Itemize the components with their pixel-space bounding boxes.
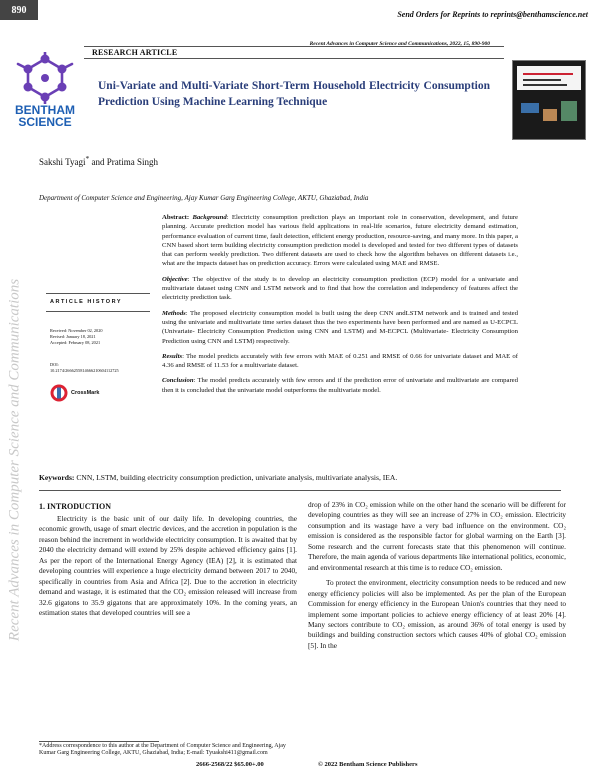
abstract-background: Abstract: Background: Electricity consumption prediction plays an important role in conservation, development, and future planning. Accurate prediction model has various field applications in real-life scenarios, future electricity demand estimation, performance evaluation of current time, fault detection, efficient energy production, resource-saving, and many more. In this paper, a CNN based short term building electricity consumption prediction model is developed and tested for two different types of datasets that can perform weekly prediction. Two different datasets are used to check how the algorithm behaves on different datasets i.e., what are the impacts dataset has on prediction accuracy. Errors were calculated using MAE and RMSE. (162, 214, 518, 268)
intro-paragraph: To protect the environment, electricity consumption needs to be reduced and new energy efficiency policies will also be implemented. As per the plan of the European Commission for energy efficiency in the European Union's countries that they need to implement some important policies to achieve energy efficiency of at least 20% [4]. Many sectors contribute to CO₂ emission, as around 36% of total energy is used by buildings and building construction sectors which causes 40% of global CO₂ emission [5]. In the (308, 578, 566, 650)
crossmark-badge[interactable] (50, 384, 99, 402)
copyright-notice: © 2022 Bentham Science Publishers (318, 761, 418, 768)
page-number: 890 (0, 0, 38, 20)
body-column-left (39, 514, 297, 624)
received-date: Received: November 02, 2020 (50, 328, 103, 333)
keywords: Keywords: CNN, LSTM, building electricity consumption prediction, univariate analysis, multivariate analysis, IEA. (39, 473, 398, 482)
abstract-conclusion: Conclusion: The model predicts accurately with few errors and if the prediction error of univariate and multivariate are compared then it is concluded that the univariate model outperforms the multivariate model. (162, 377, 518, 394)
article-history-heading: ARTICLE HISTORY (50, 299, 123, 305)
crossmark-icon (50, 384, 68, 402)
abstract-objective: Objective: The objective of the study is to develop an electricity consumption prediction (ECP) model for a univariate and multivariate dataset using CNN and LSTM network and to find that how the correlation and independency of features affect the electricity prediction task. (162, 275, 518, 302)
correspondence-footnote: *Address correspondence to this author at the Department of Computer Science and Engineering, Ajay Kumar Garg Engineering College, AKTU, Ghaziabad, India; E-mail: Tyuakshi411@gmail.com (39, 743, 286, 757)
header-rule (84, 46, 504, 47)
reprints-notice: Send Orders for Reprints to reprints@benthamscience.net (397, 10, 588, 19)
journal-watermark: Recent Advances in Computer Science and Communications (6, 278, 23, 642)
introduction-heading: 1. INTRODUCTION (39, 502, 112, 511)
doi-label: DOI: (50, 362, 59, 367)
section-rule (84, 58, 504, 59)
author-list: Sakshi Tyagi* and Pratima Singh (39, 154, 158, 167)
footnote-rule (39, 741, 159, 742)
bentham-molecule-logo (4, 52, 86, 104)
revised-date: Revised: January 18, 2021 (50, 334, 96, 339)
body-column-right (308, 500, 566, 656)
journal-citation: Recent Advances in Computer Science and Communications, 2022, 15, 890-900 (309, 41, 490, 47)
intro-paragraph: drop of 23% in CO₂ emission while on the other hand the scenario will be different for developing countries as they will see an increase of 27% in CO₂ emission. Electricity consumption and its wastage have a very bad influence on the environment. CO₂ emission is considered as the responsible factor for global warming on the Earth [3]. Some research and the current forecasts state that this phenomenon will continue. Therefore, the main agenda of various departments like international politics, economic, and environmental research at this time is to reduce CO₂ emission. (308, 500, 566, 572)
author-affiliation: Department of Computer Science and Engineering, Ajay Kumar Garg Engineering College, AKTU, Ghaziabad, India (39, 194, 369, 202)
section-label: RESEARCH ARTICLE (92, 48, 178, 57)
abstract (162, 213, 518, 401)
abstract-methods: Methods: The proposed electricity consumption model is built using the deep CNN andLSTM network and is trained and tested using the univariate and multivariate time series dataset thus the two experiments have been performed and are named as U-ECPCL (Univariate- Electricity Consumption Prediction using CNN and LSTM) and M-ECPCL (Multivariate- Electricity Consumption Prediction using CNN and LSTM) respectively. (162, 309, 518, 345)
doi-link[interactable]: 10.2174/2666255814666210604112725 (50, 368, 119, 373)
history-rule-bottom (46, 311, 150, 312)
keywords-rule (39, 490, 561, 491)
accepted-date: Accepted: February 08, 2021 (50, 340, 101, 345)
intro-paragraph: Electricity is the basic unit of our daily life. In developing countries, the economic growth, usage of smart electric devices, and the accretion in population is the reason behind the increment in worldwide electricity consumption. It is awaited that by 2040 the electricity demand will extend by 25% despite achieved efficiency gains [1]. As per the report of the International Energy Agency (IEA) [2], it is estimated that developing countries will experience a huge electricity demand between 2017 to 2040, specifically in countries from Asia and Africa [2]. Due to the accretion in electricity demand and wastage, it is estimated that the CO₂ emission released will increase from 32.6 gigatons to 35.9 gigatons that are approximately 10%. In the coming years, an estimation states that developed countries will see a (39, 514, 297, 618)
article-title: Uni-Variate and Multi-Variate Short-Term Household Electricity Consumption Prediction Using Machine Learning Technique (98, 80, 490, 108)
publisher-wordmark: BENTHAM SCIENCE (15, 103, 75, 129)
crossmark-label: CrossMark (71, 390, 100, 396)
issn-price: 2666-2568/22 $65.00+.00 (196, 761, 264, 768)
history-rule-top (46, 293, 150, 294)
journal-cover-image (512, 60, 586, 140)
abstract-results: Results: The model predicts accurately with few errors with MAE of 0.251 and RMSE of 0.66 for univariate dataset and MAE of 4.36 and RMSE of 11.53 for a multivariate dataset. (162, 352, 518, 370)
